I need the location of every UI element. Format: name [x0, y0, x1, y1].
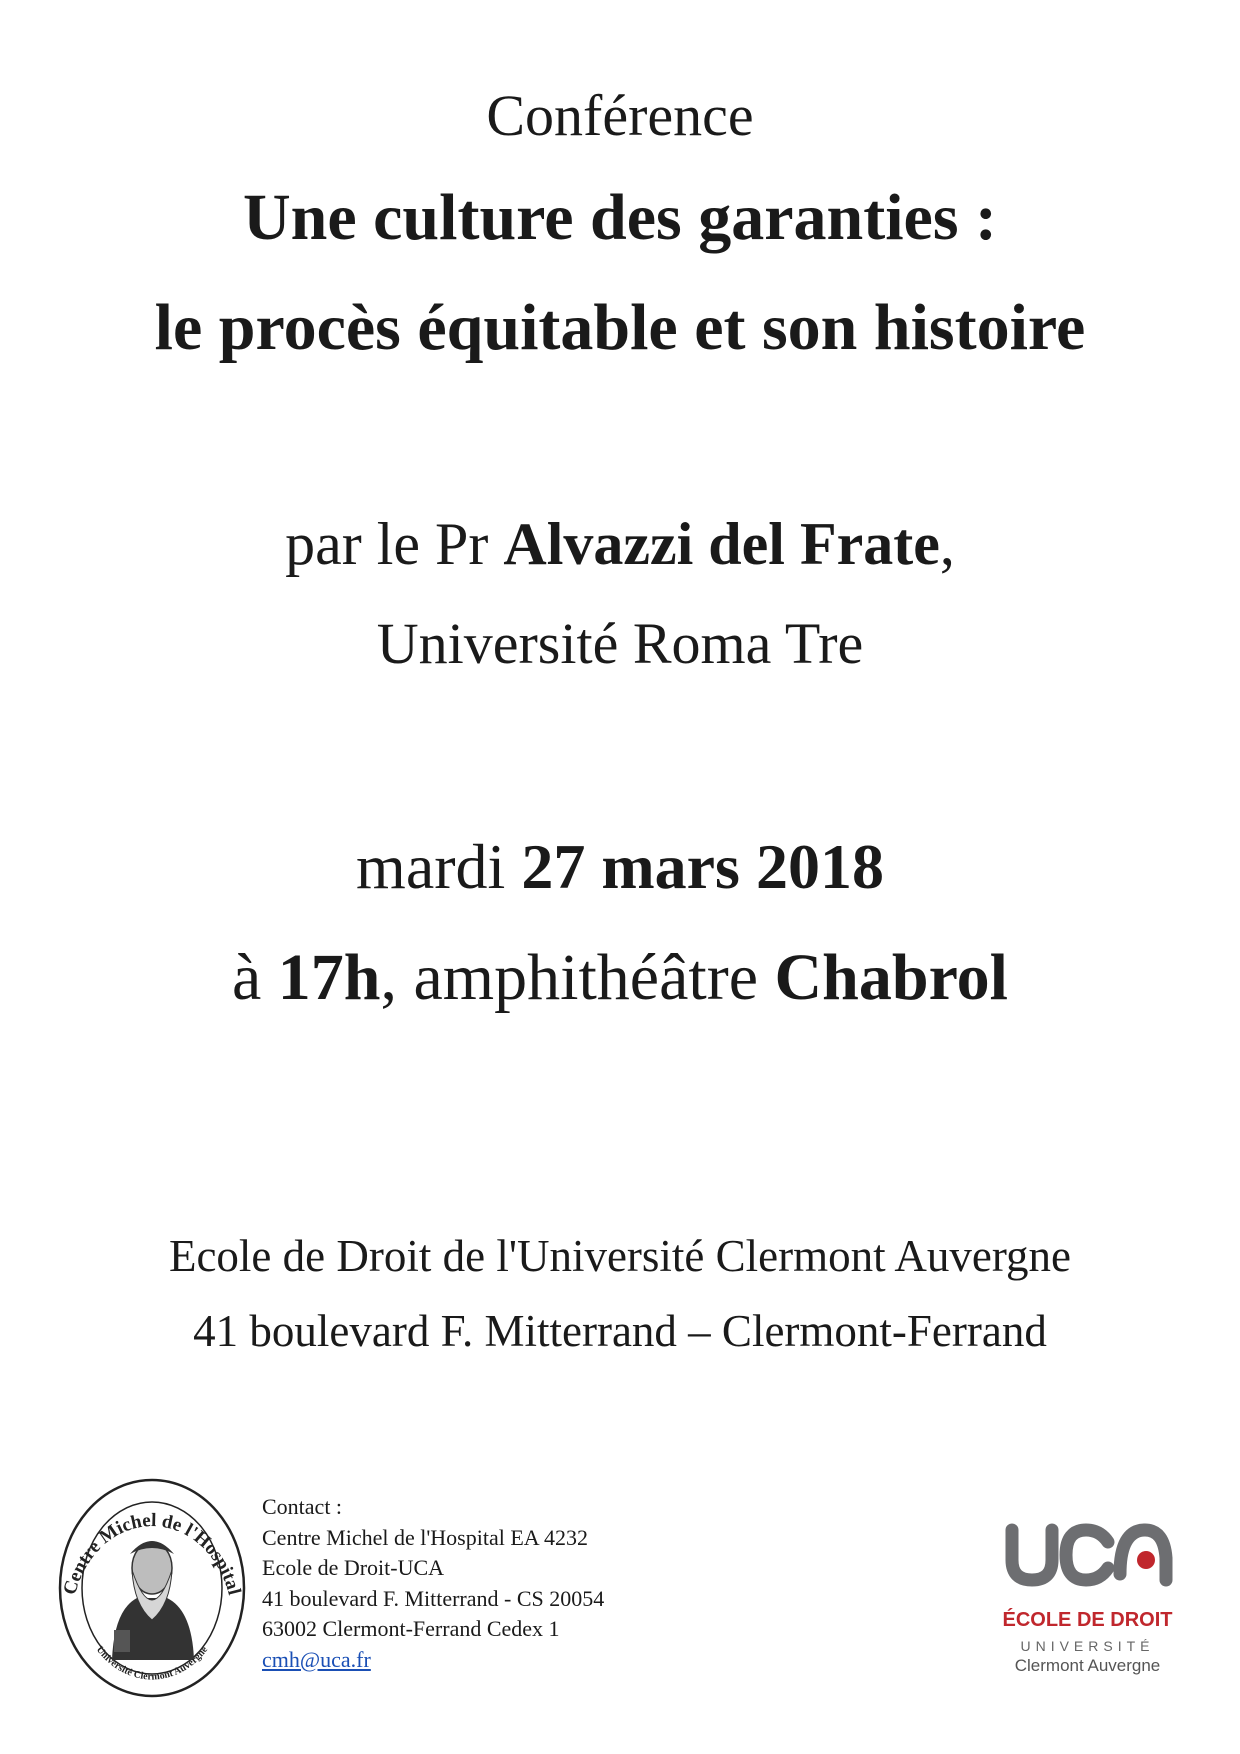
seal-bottom-text: Université Clermont Auvergne [93, 1644, 211, 1683]
speaker-affiliation: Université Roma Tre [376, 611, 864, 676]
uca-university-name: Clermont Auvergne [1014, 1656, 1161, 1675]
speaker-suffix: , [939, 511, 955, 577]
venue-prefix: , amphithéâtre [380, 941, 775, 1014]
uca-school-name: ÉCOLE DE DROIT [1002, 1609, 1173, 1631]
uca-logo-icon [1000, 1508, 1175, 1598]
contact-line-1: Centre Michel de l'Hospital EA 4232 [262, 1524, 588, 1550]
at-label: à [231, 941, 278, 1014]
address-line-1: Ecole de Droit de l'Université Clermont Auvergne [168, 1231, 1072, 1281]
date-line [0, 830, 1240, 904]
weekday: mardi [356, 831, 522, 902]
speaker-line [0, 510, 1240, 579]
contact-heading: Contact : [262, 1494, 343, 1519]
portrait-seal-icon [52, 1470, 252, 1700]
address-line-2: 41 boulevard F. Mitterrand – Clermont-Ferrand [193, 1306, 1047, 1356]
title-line-2: le procès équitable et son histoire [154, 291, 1086, 364]
contact-line-2: Ecole de Droit-UCA [262, 1555, 445, 1580]
contact-line-4: 63002 Clermont-Ferrand Cedex 1 [262, 1616, 560, 1641]
venue-name: Chabrol [774, 941, 1009, 1014]
title-line-1: Une culture des garanties : [242, 181, 998, 254]
event-time: 17h [277, 941, 381, 1014]
contact-email-link[interactable]: cmh@uca.fr [262, 1646, 371, 1672]
contact-line-3: 41 boulevard F. Mitterrand - CS 20054 [262, 1585, 605, 1611]
uca-university-label: UNIVERSITÉ [1020, 1638, 1155, 1654]
conference-label: Conférence [486, 83, 754, 148]
time-venue-line [0, 940, 1240, 1016]
speaker-name: Alvazzi del Frate [503, 511, 940, 577]
speaker-prefix: par le Pr [285, 511, 504, 577]
event-date: 27 mars 2018 [521, 831, 884, 902]
contact-block [262, 1492, 604, 1675]
seal-top-text: Centre Michel de l'Hospital [59, 1510, 245, 1598]
